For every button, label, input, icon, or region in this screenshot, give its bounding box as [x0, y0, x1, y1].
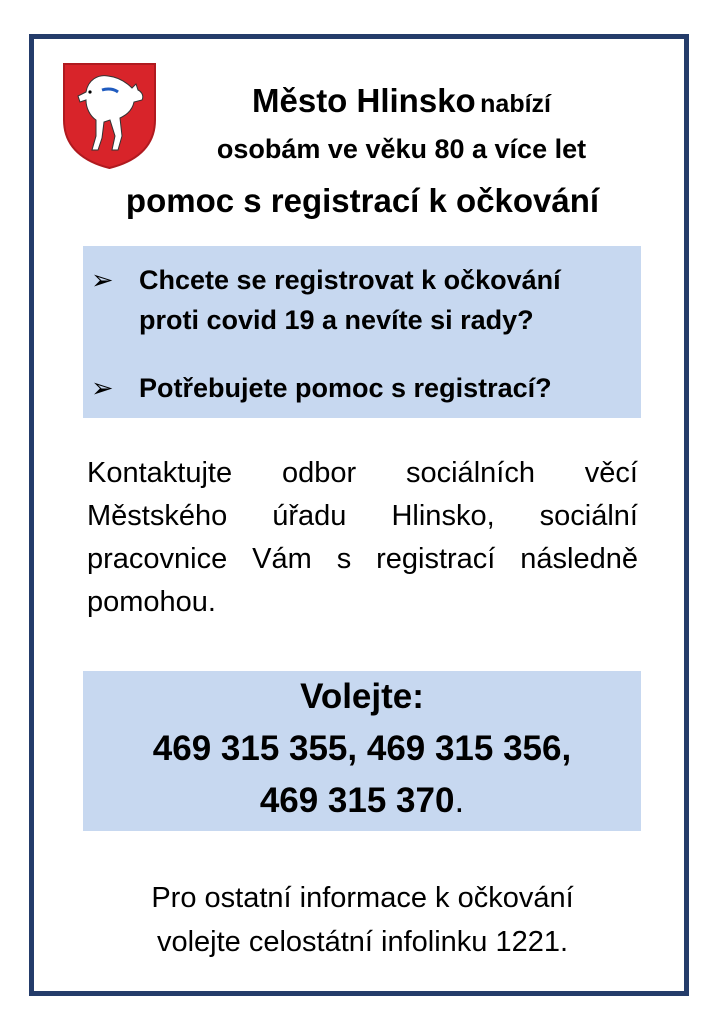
question-line: Chcete se registrovat k očkování [139, 265, 561, 295]
period: . [454, 781, 465, 820]
questions-box [83, 246, 641, 418]
question-line: proti covid 19 a nevíte si rady? [139, 305, 534, 335]
footer-line: Pro ostatní informace k očkování [151, 882, 574, 914]
arrow-bullet-icon: ➢ [91, 265, 114, 295]
town-name: Město Hlinsko [252, 82, 476, 119]
audience-line: osobám ve věku 80 a více let [216, 134, 587, 164]
call-label: Volejte: [300, 677, 424, 716]
footer-line: volejte celostátní infolinku 1221. [156, 926, 569, 958]
call-box [83, 671, 641, 831]
question-text [139, 368, 639, 408]
phone-numbers: 469 315 355, 469 315 356, [152, 729, 572, 768]
footer-info [0, 876, 725, 964]
offers-word: nabízí [480, 90, 551, 118]
phone-numbers-last [83, 781, 641, 821]
headline: pomoc s registrací k očkování [125, 182, 600, 219]
title-line-1 [0, 82, 725, 120]
phone-number: 469 315 370 [259, 781, 455, 820]
question-line: Potřebujete pomoc s registrací? [139, 373, 552, 403]
arrow-bullet-icon: ➢ [91, 373, 114, 403]
question-text [139, 260, 639, 340]
contact-paragraph: Kontaktujte odbor sociálních věcí Městského úřadu Hlinsko, sociální pracovnice Vám s registrací následně pomohou. [87, 457, 638, 618]
question-item [91, 368, 641, 408]
question-item [91, 260, 641, 350]
